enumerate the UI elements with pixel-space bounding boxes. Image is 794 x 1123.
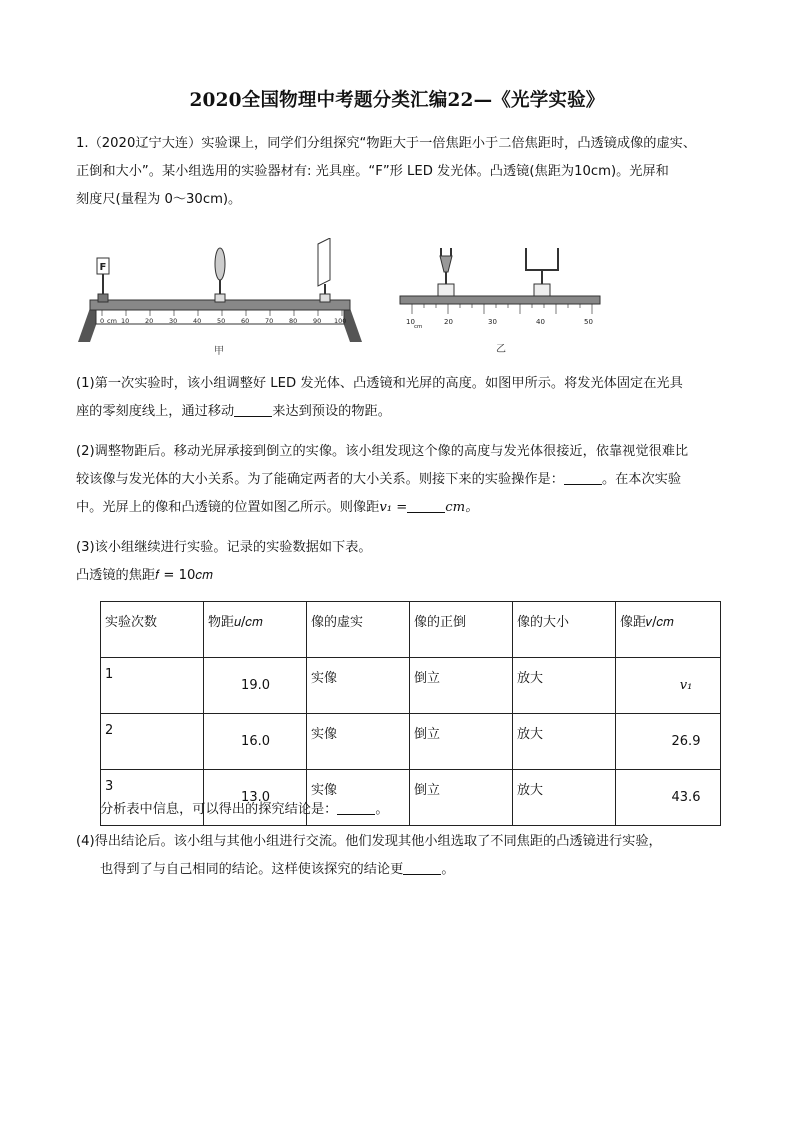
part-1 bbox=[76, 370, 736, 426]
part2-text-a: 较该像与发光体的大小关系。为了能确定两者的大小关系。则接下来的实验操作是： bbox=[76, 472, 564, 487]
intro-line-1: 1.（2020辽宁大连）实验课上，同学们分组探究“物距大于一倍焦距小于二倍焦距时，凸透镜成像的虚实、 bbox=[76, 136, 697, 151]
table-cell: 𝑣₁ bbox=[616, 658, 721, 714]
answer-blank-1[interactable] bbox=[234, 402, 272, 417]
part2-text-b: 。在本次实验 bbox=[601, 472, 682, 487]
figure-b bbox=[398, 244, 604, 360]
table-cell: 实像 bbox=[307, 658, 410, 714]
answer-blank-2[interactable] bbox=[564, 470, 602, 485]
table-cell: 倒立 bbox=[410, 658, 513, 714]
part-2 bbox=[76, 438, 736, 522]
led-letter: F bbox=[99, 262, 107, 273]
tick-a-40: 40 bbox=[193, 317, 202, 325]
led-holder bbox=[98, 294, 108, 302]
part4-line-2 bbox=[76, 856, 736, 884]
data-table bbox=[100, 601, 721, 826]
table-header: 实验次数 bbox=[101, 602, 204, 658]
question-intro bbox=[76, 130, 736, 214]
table-header: 像的虚实 bbox=[307, 602, 410, 658]
convex-lens-b bbox=[440, 256, 452, 272]
screen-holder bbox=[320, 294, 330, 302]
tick-a-50: 50 bbox=[217, 317, 226, 325]
tick-b-50: 50 bbox=[584, 318, 593, 326]
light-screen-b bbox=[526, 254, 558, 270]
convex-lens bbox=[215, 248, 225, 280]
answer-blank-4[interactable] bbox=[337, 800, 375, 815]
table-cell: 放大 bbox=[513, 658, 616, 714]
lens-holder bbox=[215, 294, 225, 302]
part2-line-2 bbox=[76, 466, 736, 494]
table-cell: 实像 bbox=[307, 770, 410, 826]
optical-bench-rail-b bbox=[400, 296, 600, 304]
part4-text-a: 也得到了与自己相同的结论。这样使该探究的结论更 bbox=[100, 862, 404, 877]
table-cell: 3 bbox=[101, 770, 204, 826]
focal-length-line: 凸透镜的焦距𝑓 = 10𝑐𝑚 bbox=[76, 568, 213, 583]
tick-a-90: 90 bbox=[313, 317, 322, 325]
answer-blank-3[interactable] bbox=[407, 498, 445, 513]
tick-b-40: 40 bbox=[536, 318, 545, 326]
table-cell: 16.0 bbox=[204, 714, 307, 770]
unit-cm: 𝑐𝑚。 bbox=[445, 500, 479, 515]
table-cell: 放大 bbox=[513, 770, 616, 826]
light-screen bbox=[318, 238, 330, 286]
part1-line-1: (1)第一次实验时，该小组调整好 LED 发光体、凸透镜和光屏的高度。如图甲所示。将发光体固定在光具 bbox=[76, 376, 683, 391]
tick-a-70: 70 bbox=[265, 317, 274, 325]
tick-a-30: 30 bbox=[169, 317, 178, 325]
table-cell: 26.9 bbox=[616, 714, 721, 770]
table-header: 像的正倒 bbox=[410, 602, 513, 658]
table-cell: 实像 bbox=[307, 714, 410, 770]
part3-line-1: (3)该小组继续进行实验。记录的实验数据如下表。 bbox=[76, 540, 372, 555]
table-cell: 1 bbox=[101, 658, 204, 714]
table-cell: 19.0 bbox=[204, 658, 307, 714]
part-3 bbox=[76, 534, 736, 590]
tick-a-10: 10 bbox=[121, 317, 130, 325]
image-distance-v1-label: 𝑣₁ = bbox=[379, 500, 408, 515]
table-cell: 43.6 bbox=[616, 770, 721, 826]
part2-line-1: (2)调整物距后。移动光屏承接到倒立的实像。该小组发现这个像的高度与发光体很接近，依靠视觉很难比 bbox=[76, 444, 689, 459]
table-header: 像距𝑣/𝑐𝑚 bbox=[616, 602, 721, 658]
part2-text-c: 中。光屏上的像和凸透镜的位置如图乙所示。则像距 bbox=[76, 500, 380, 515]
table-cell: 2 bbox=[101, 714, 204, 770]
table-row bbox=[101, 714, 721, 770]
figure-a bbox=[76, 238, 366, 362]
table-cell: 倒立 bbox=[410, 770, 513, 826]
analysis-end: 。 bbox=[375, 802, 389, 817]
figure-a-caption: 甲 bbox=[214, 346, 224, 357]
figure-b-caption: 乙 bbox=[496, 344, 506, 355]
tick-b-20: 20 bbox=[444, 318, 453, 326]
lens-holder-b bbox=[438, 284, 454, 296]
tick-a-unit: cm bbox=[107, 317, 117, 325]
part4-text-b: 。 bbox=[441, 862, 455, 877]
tick-b-10: 10 bbox=[406, 318, 415, 326]
table-row bbox=[101, 658, 721, 714]
tick-b-unit: cm bbox=[414, 324, 423, 330]
table-header: 物距𝑢/𝑐𝑚 bbox=[204, 602, 307, 658]
ruler-ticks-b bbox=[412, 304, 592, 314]
analysis-text: 分析表中信息，可以得出的探究结论是： bbox=[100, 802, 338, 817]
answer-blank-5[interactable] bbox=[403, 860, 441, 875]
part1-line-2 bbox=[76, 398, 736, 426]
table-header: 像的大小 bbox=[513, 602, 616, 658]
table-cell: 倒立 bbox=[410, 714, 513, 770]
tick-b-30: 30 bbox=[488, 318, 497, 326]
tick-a-60: 60 bbox=[241, 317, 250, 325]
tick-a-80: 80 bbox=[289, 317, 298, 325]
table-cell: 放大 bbox=[513, 714, 616, 770]
tick-a-100: 100 bbox=[334, 317, 347, 325]
part2-line-3 bbox=[76, 494, 736, 522]
analysis-line bbox=[100, 796, 740, 824]
table-cell: 13.0 bbox=[204, 770, 307, 826]
screen-holder-b bbox=[534, 284, 550, 296]
part1-text-a: 座的零刻度线上，通过移动 bbox=[76, 404, 235, 419]
intro-line-2: 正倒和大小”。某小组选用的实验器材有: 光具座。“F”形 LED 发光体。凸透镜(焦距为10cm)。光屏和 bbox=[76, 164, 669, 179]
tick-a-0: 0 bbox=[100, 317, 105, 325]
part1-text-b: 来达到预设的物距。 bbox=[272, 404, 391, 419]
part-4 bbox=[76, 828, 736, 884]
part4-line-1: (4)得出结论后。该小组与其他小组进行交流。他们发现其他小组选取了不同焦距的凸透镜进行实验， bbox=[76, 834, 662, 849]
table-header-row bbox=[101, 602, 721, 658]
page-title: 2020全国物理中考题分类汇编22—《光学实验》 bbox=[189, 90, 605, 111]
tick-a-20: 20 bbox=[145, 317, 154, 325]
intro-line-3: 刻度尺(量程为 0～30cm)。 bbox=[76, 192, 242, 207]
